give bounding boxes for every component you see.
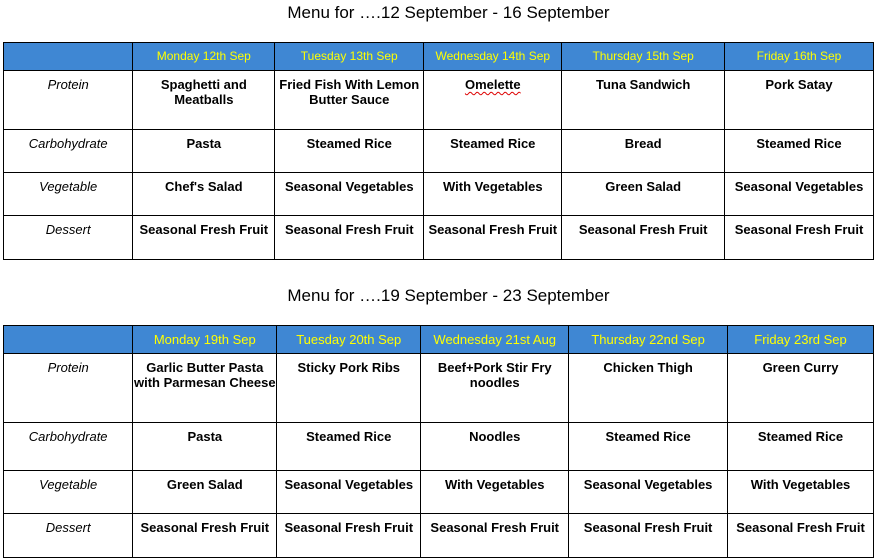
menu-cell: Sticky Pork Ribs [277,354,421,423]
week1-row-carbohydrate [4,130,874,173]
menu-cell: Spaghetti and Meatballs [133,71,275,130]
menu-cell: Chicken Thigh [569,354,728,423]
week2-header-row [4,326,874,354]
week2-day-monday: Monday 19th Sep [133,326,277,354]
menu-cell: Chef's Salad [133,173,275,216]
menu-cell: With Vegetables [424,173,562,216]
menu-cell: Seasonal Fresh Fruit [569,514,728,558]
menu-cell: Beef+Pork Stir Fry noodles [421,354,569,423]
week2-row-dessert [4,514,874,558]
week2-day-tuesday: Tuesday 20th Sep [277,326,421,354]
week1-header-row [4,43,874,71]
menu-cell: Seasonal Vegetables [725,173,874,216]
menu-cell: Green Salad [562,173,725,216]
menu-cell: Tuna Sandwich [562,71,725,130]
menu-cell: Steamed Rice [424,130,562,173]
category-label: Protein [4,354,133,423]
menu-cell: Steamed Rice [728,423,874,471]
category-label: Carbohydrate [4,130,133,173]
menu-cell: Pork Satay [725,71,874,130]
menu-cell: Green Salad [133,471,277,514]
menu-cell: Steamed Rice [275,130,424,173]
menu-cell: Seasonal Fresh Fruit [728,514,874,558]
week2-day-friday: Friday 23rd Sep [728,326,874,354]
week1-row-protein [4,71,874,130]
week1-row-dessert [4,216,874,260]
menu-cell: Pasta [133,130,275,173]
menu-cell: With Vegetables [728,471,874,514]
menu-cell: With Vegetables [421,471,569,514]
menu-cell: Garlic Butter Pasta with Parmesan Cheese [133,354,277,423]
week2-row-vegetable [4,471,874,514]
category-label: Dessert [4,514,133,558]
week1-menu-table [3,42,874,260]
menu-cell: Seasonal Fresh Fruit [424,216,562,260]
week2-day-thursday: Thursday 22nd Sep [569,326,728,354]
menu-cell: Green Curry [728,354,874,423]
week2-title: Menu for ….19 September - 23 September [287,286,610,305]
menu-cell: Bread [562,130,725,173]
week1-corner-cell [4,43,133,71]
menu-cell: Seasonal Fresh Fruit [725,216,874,260]
menu-cell: Seasonal Vegetables [277,471,421,514]
menu-cell: Seasonal Fresh Fruit [421,514,569,558]
menu-cell: Seasonal Fresh Fruit [562,216,725,260]
category-label: Vegetable [4,471,133,514]
menu-cell: Noodles [421,423,569,471]
week1-day-monday: Monday 12th Sep [133,43,275,71]
menu-cell: Steamed Rice [277,423,421,471]
menu-cell: Seasonal Fresh Fruit [275,216,424,260]
week2-day-wednesday: Wednesday 21st Aug [421,326,569,354]
week1-row-vegetable [4,173,874,216]
week1-day-friday: Friday 16th Sep [725,43,874,71]
menu-cell: Seasonal Fresh Fruit [133,514,277,558]
menu-cell: Fried Fish With Lemon Butter Sauce [275,71,424,130]
menu-cell: Pasta [133,423,277,471]
menu-cell: Seasonal Vegetables [275,173,424,216]
week2-row-protein [4,354,874,423]
week2-row-carbohydrate [4,423,874,471]
menu-cell: Seasonal Vegetables [569,471,728,514]
menu-cell: Seasonal Fresh Fruit [277,514,421,558]
category-label: Dessert [4,216,133,260]
category-label: Protein [4,71,133,130]
category-label: Vegetable [4,173,133,216]
week2-menu-table [3,325,874,558]
category-label: Carbohydrate [4,423,133,471]
menu-cell: Seasonal Fresh Fruit [133,216,275,260]
week1-day-wednesday: Wednesday 14th Sep [424,43,562,71]
week2-corner-cell [4,326,133,354]
menu-cell: Omelette [424,71,562,130]
week1-day-thursday: Thursday 15th Sep [562,43,725,71]
week1-day-tuesday: Tuesday 13th Sep [275,43,424,71]
menu-cell: Steamed Rice [569,423,728,471]
week1-title: Menu for ….12 September - 16 September [287,3,610,22]
menu-cell: Steamed Rice [725,130,874,173]
